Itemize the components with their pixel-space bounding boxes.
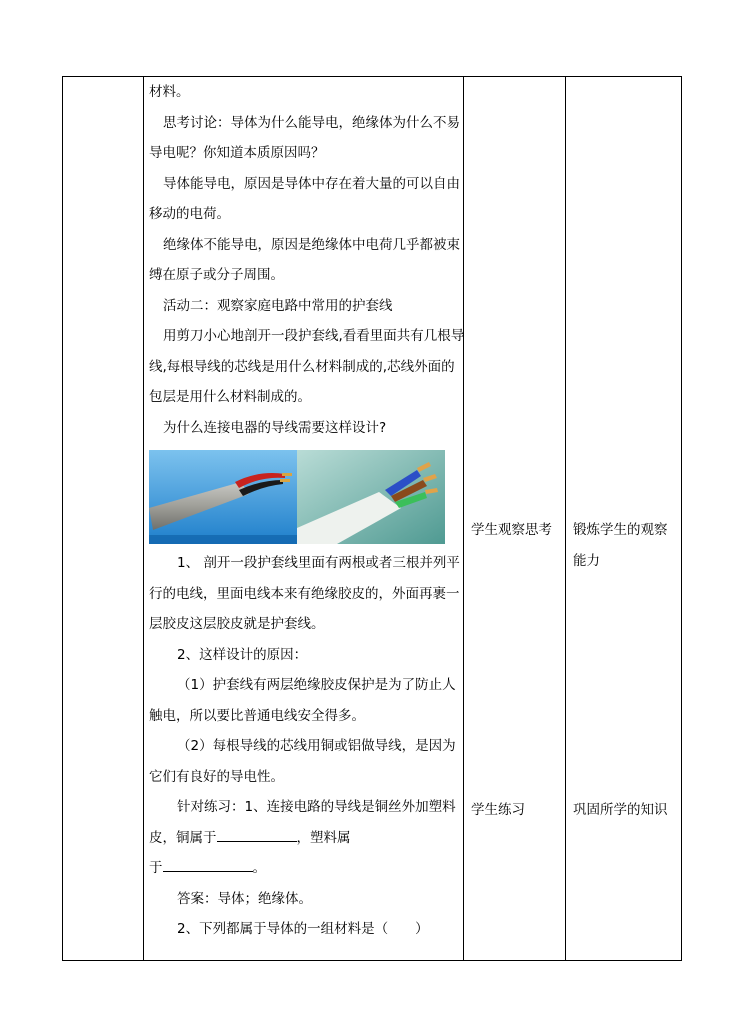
paragraph: 为什么连接电器的导线需要这样设计? [163, 419, 387, 436]
paragraph: 材料。 [149, 84, 190, 100]
design-purpose-observe: 锻炼学生的观察能力 [573, 522, 668, 569]
exercise-text: 针对练习：1、连接电路的导线是铜丝外加塑料皮，铜属于 [149, 799, 456, 846]
answer-blank [163, 859, 253, 872]
paragraph: （2）每根导线的芯线用铜或铝做导线，是因为它们有良好的导电性。 [149, 738, 456, 785]
paragraph: 思考讨论：导体为什么能导电，绝缘体为什么不易导电呢？你知道本质原因吗？ [149, 114, 460, 161]
paragraph: 2、下列都属于导体的一组材料是（ ） [177, 921, 429, 937]
teaching-content-cell [149, 77, 467, 945]
design-purpose-practice: 巩固所学的知识 [573, 802, 668, 818]
three-core-cable-photo [297, 450, 445, 544]
exercise-paragraph [149, 853, 467, 884]
column-divider [143, 77, 144, 960]
paragraph: 用剪刀小心地剖开一段护套线,看看里面共有几根导线,每根导线的芯线是用什么材料制成的,芯线外面的包层是用什么材料制成的。 [149, 328, 465, 405]
lesson-table [62, 76, 682, 961]
paragraph: 2、这样设计的原因： [177, 646, 308, 663]
student-activity-practice: 学生练习 [471, 802, 525, 818]
sheathed-cable-photo [149, 450, 297, 544]
exercise-text: 于 [149, 860, 163, 876]
paragraph: 导体能导电，原因是导体中存在着大量的可以自由移动的电荷。 [149, 175, 460, 222]
paragraph: 绝缘体不能导电，原因是绝缘体中电荷几乎都被束缚在原子或分子周围。 [149, 236, 460, 283]
exercise-text: 。 [252, 860, 266, 876]
exercise-text: ，塑料属 [296, 829, 351, 846]
paragraph: 活动二：观察家庭电路中常用的护套线 [163, 297, 393, 314]
column-divider [565, 77, 566, 960]
paragraph: （1）护套线有两层绝缘胶皮保护是为了防止人触电，所以要比普通电线安全得多。 [149, 677, 456, 724]
answer-blank [217, 829, 297, 842]
student-activity-observe: 学生观察思考 [471, 522, 552, 538]
cable-images [149, 450, 467, 544]
answer-paragraph: 答案：导体；绝缘体。 [177, 890, 312, 907]
exercise-paragraph [149, 792, 467, 853]
paragraph: 1、 剖开一段护套线里面有两根或者三根并列平行的电线，里面电线本来有绝缘胶皮的，外面再裹一层胶皮这层胶皮就是护套线。 [149, 555, 460, 632]
